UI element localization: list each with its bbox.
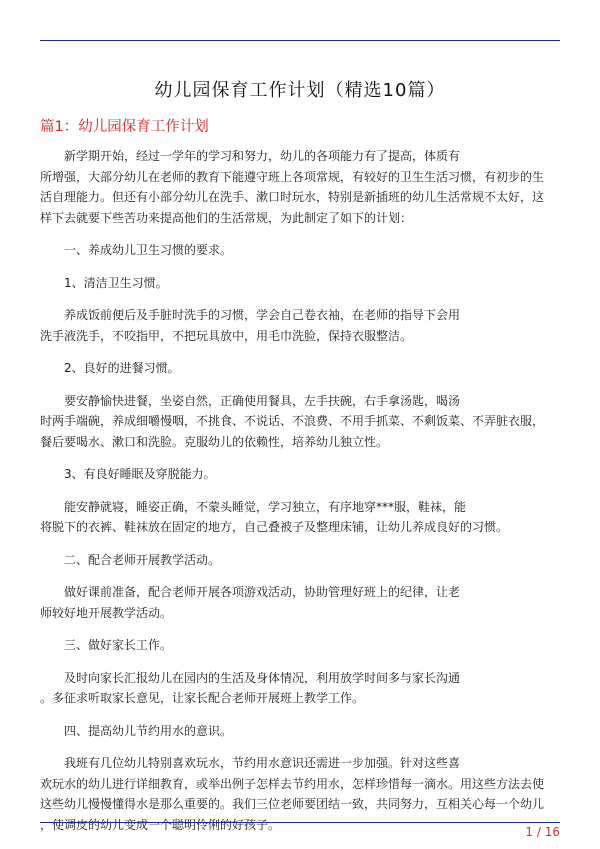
text-line: 养成饭前便后及手脏时洗手的习惯，学会自己卷衣袖，在老师的指导下会用 — [64, 308, 461, 322]
text-line: 活自理能力。但还有小部分幼儿在洗手、漱口时玩水，特别是新插班的幼儿生活常规不太好，这 — [40, 190, 545, 204]
text-line: 能安静就寝，睡姿正确，不蒙头睡觉，学习独立，有序地穿***服，鞋袜，能 — [64, 499, 467, 514]
text-line: ，使调皮的幼儿变成一个聪明伶俐的好孩子。 — [40, 817, 281, 832]
paragraph-1-2 — [40, 391, 560, 453]
section-title: 篇1：幼儿园保育工作计划 — [40, 119, 209, 135]
text-line: 所增强，大部分幼儿在老师的教育下能遵守班上各项常规，有较好的卫生生活习惯，有初步的生 — [40, 169, 545, 184]
text-line: 要安静愉快进餐，坐姿自然，正确使用餐具，左手扶碗，右手拿汤匙，喝汤 — [64, 393, 461, 408]
heading-4: 四、提高幼儿节约用水的意识。 — [64, 723, 233, 738]
paragraph-3 — [40, 668, 560, 709]
text-line: 做好课前准备，配合老师开展各项游戏活动，协助管理好班上的纪律，让老 — [64, 585, 461, 599]
text-line: 新学期开始，经过一学年的学习和努力，幼儿的各项能力有了提高，体质有 — [64, 149, 461, 163]
text-line: 样下去就要下些苦功来提高他们的生活常规，为此制定了如下的计划： — [40, 210, 413, 225]
text-line: 我班有几位幼儿特别喜欢玩水，节约用水意识还需进一步加强。针对这些喜 — [64, 756, 461, 770]
text-line: 。多征求听取家长意见，让家长配合老师开展班上教学工作。 — [40, 691, 365, 705]
text-line: 这些幼儿慢慢懂得水是那么重要的。我们三位老师要团结一致，共同努力，互相关心每一个幼儿 — [40, 797, 545, 811]
subheading-1-1: 1、清洁卫生习惯。 — [64, 275, 168, 290]
heading-3: 三、做好家长工作。 — [64, 638, 173, 652]
heading-1: 一、养成幼儿卫生习惯的要求。 — [64, 243, 233, 257]
text-line: 欢玩水的幼儿进行详细教育，或举出例子怎样去节约用水，怎样珍惜每一滴水。用这些方法去使 — [40, 776, 545, 791]
paragraph-2 — [40, 582, 560, 623]
page-number: 1 / 16 — [525, 825, 560, 839]
document-title: 幼儿园保育工作计划（精选10篇） — [154, 80, 446, 101]
text-line: 师较好地开展教学活动。 — [40, 605, 173, 620]
text-line: 时两手端碗，养成细嚼慢咽，不挑食、不说话、不浪费、不用手抓菜、不剩饭菜、不弄脏衣服， — [40, 414, 545, 428]
intro-paragraph — [40, 146, 560, 228]
document-body — [40, 146, 560, 847]
footer-rule — [40, 822, 560, 823]
paragraph-1-3 — [40, 497, 560, 538]
paragraph-1-1 — [40, 305, 560, 346]
heading-2: 二、配合老师开展教学活动。 — [64, 552, 221, 567]
header-rule — [40, 40, 560, 41]
text-line: 餐后要喝水、漱口和洗脸。克服幼儿的依赖性，培养幼儿独立性。 — [40, 434, 389, 449]
subheading-1-3: 3、有良好睡眠及穿脱能力。 — [64, 467, 216, 481]
subheading-1-2: 2、良好的进餐习惯。 — [64, 361, 180, 375]
text-line: 洗手液洗手，不咬指甲，不把玩具放中，用毛巾洗脸，保持衣服整洁。 — [40, 328, 413, 343]
text-line: 将脱下的衣裤、鞋袜放在固定的地方，自己叠被子及整理床铺，让幼儿养成良好的习惯。 — [40, 520, 509, 534]
text-line: 及时向家长汇报幼儿在园内的生活及身体情况，利用放学时间多与家长沟通 — [64, 670, 461, 685]
